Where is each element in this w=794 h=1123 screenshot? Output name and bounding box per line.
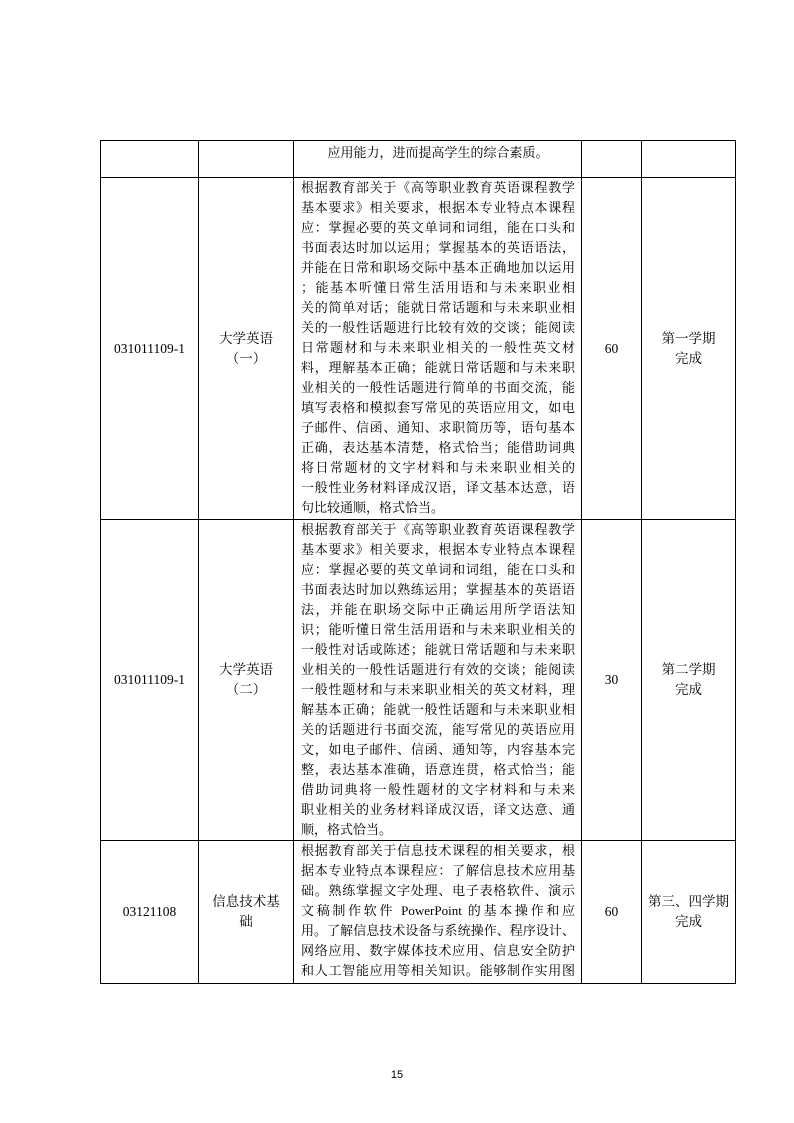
content-line: 业相关的一般性话题进行有效的交谈；能阅读	[301, 662, 575, 677]
course-hours-cell: 60	[582, 178, 642, 520]
table-row	[101, 520, 736, 841]
table-row	[101, 178, 736, 520]
course-content-cell	[294, 520, 582, 841]
content-line: 根据教育部关于《高等职业教育英语课程教学	[301, 522, 575, 537]
content-line: 句比较通顺，格式恰当。	[301, 500, 445, 515]
content-line: 子邮件、信函、通知、求职简历等，语句基本	[301, 420, 575, 435]
course-code-cell: 031011109-1	[101, 178, 199, 520]
content-line: 法，并能在职场交际中正确运用所学语法知	[301, 602, 575, 617]
content-line: 识；能听懂日常生活用语和与未来职业相关的	[301, 622, 575, 637]
content-line: 关的一般性话题进行比较有效的交谈；能阅读	[301, 320, 575, 335]
curriculum-table	[100, 140, 736, 984]
course-name-line: （一）	[225, 350, 267, 366]
semester-line: 第三、四学期	[648, 894, 729, 909]
content-line: 基本要求》相关要求，根据本专业特点本课程	[301, 542, 575, 557]
course-name-line: 大学英语	[219, 662, 273, 677]
content-line: ；能基本听懂日常生活用语和与未来职业相	[301, 280, 575, 295]
course-semester-cell	[642, 520, 736, 841]
content-line: 正确，表达基本清楚，格式恰当；能借助词典	[301, 440, 575, 455]
course-name-line: 信息技术基	[212, 894, 280, 909]
course-code-cell	[101, 141, 199, 178]
content-line: 和人工智能应用等相关知识。能够制作实用图	[301, 963, 575, 978]
content-line: 文稿制作软件 PowerPoint 的基本操作和应	[301, 903, 575, 918]
content-line: 网络应用、数字媒体技术应用、信息安全防护	[301, 943, 575, 958]
course-hours-cell: 60	[582, 841, 642, 984]
course-semester-cell	[642, 841, 736, 984]
course-name-cell	[199, 841, 294, 984]
course-semester-cell	[642, 178, 736, 520]
course-name-cell	[199, 141, 294, 178]
content-line: 关的简单对话；能就日常话题和与未来职业相	[301, 300, 575, 315]
table-row	[101, 141, 736, 178]
content-line: 书面表达时加以熟练运用；掌握基本的英语语	[301, 582, 575, 597]
content-line: 应：掌握必要的英文单词和词组，能在口头和	[301, 562, 575, 577]
semester-line: 完成	[675, 350, 702, 366]
content-line: 据本专业特点本课程应：了解信息技术应用基	[301, 863, 575, 878]
content-line: 书面表达时加以运用；掌握基本的英语语法，	[301, 240, 575, 255]
content-line: 整，表达基本准确，语意连贯，格式恰当；能	[301, 762, 575, 777]
content-line: 业相关的一般性话题进行简单的书面交流，能	[301, 380, 575, 395]
content-line: 职业相关的业务材料译成汉语，译文达意、通	[301, 802, 575, 817]
content-line: 一般性对话或陈述；能就日常话题和与未来职	[301, 642, 575, 657]
course-hours-cell: 30	[582, 520, 642, 841]
page-number: 15	[390, 1069, 404, 1081]
course-code-cell: 03121108	[101, 841, 199, 984]
content-line: 关的话题进行书面交流，能写常见的英语应用	[301, 722, 575, 737]
content-line: 文，如电子邮件、信函、通知等，内容基本完	[301, 742, 575, 757]
content-line: 一般性题材和与未来职业相关的英文材料，理	[301, 682, 575, 697]
content-line: 并能在日常和职场交际中基本正确地加以运用	[301, 260, 575, 275]
content-line: 顺，格式恰当。	[301, 822, 393, 837]
content-line: 一般性业务材料译成汉语，译文基本达意，语	[301, 480, 575, 495]
content-line: 日常题材和与未来职业相关的一般性英文材	[301, 340, 575, 355]
course-name-line: （二）	[225, 682, 267, 697]
course-name-line: 大学英语	[219, 330, 273, 346]
semester-line: 完成	[675, 682, 702, 697]
content-line: 将日常题材的文字材料和与未来职业相关的	[301, 460, 575, 475]
course-content-cell	[294, 178, 582, 520]
table-row	[101, 841, 736, 984]
course-content-cell	[294, 141, 582, 178]
content-line: 料，理解基本正确；能就日常话题和与未来职	[301, 360, 575, 375]
content-line: 借助词典将一般性题材的文字材料和与未来	[301, 782, 575, 797]
content-line: 应用能力，进而提高学生的综合素质。	[327, 145, 549, 160]
course-semester-cell	[642, 141, 736, 178]
course-name-cell	[199, 178, 294, 520]
course-code-cell: 031011109-1	[101, 520, 199, 841]
semester-line: 第一学期	[661, 330, 716, 346]
semester-line: 第二学期	[661, 662, 716, 677]
content-line: 基本要求》相关要求，根据本专业特点本课程	[301, 200, 575, 215]
content-line: 解基本正确；能就一般性话题和与未来职业相	[301, 702, 575, 717]
content-line: 根据教育部关于信息技术课程的相关要求，根	[301, 843, 575, 858]
course-hours-cell	[582, 141, 642, 178]
content-line: 用。了解信息技术设备与系统操作、程序设计、	[301, 923, 575, 938]
content-line: 填写表格和模拟套写常见的英语应用文，如电	[301, 400, 575, 415]
content-line: 础。熟练掌握文字处理、电子表格软件、演示	[301, 883, 575, 898]
course-name-line: 础	[239, 914, 253, 929]
content-line: 应：掌握必要的英文单词和词组，能在口头和	[301, 220, 575, 235]
course-name-cell	[199, 520, 294, 841]
course-content-cell	[294, 841, 582, 984]
content-line: 根据教育部关于《高等职业教育英语课程教学	[301, 180, 575, 195]
semester-line: 完成	[675, 914, 702, 929]
